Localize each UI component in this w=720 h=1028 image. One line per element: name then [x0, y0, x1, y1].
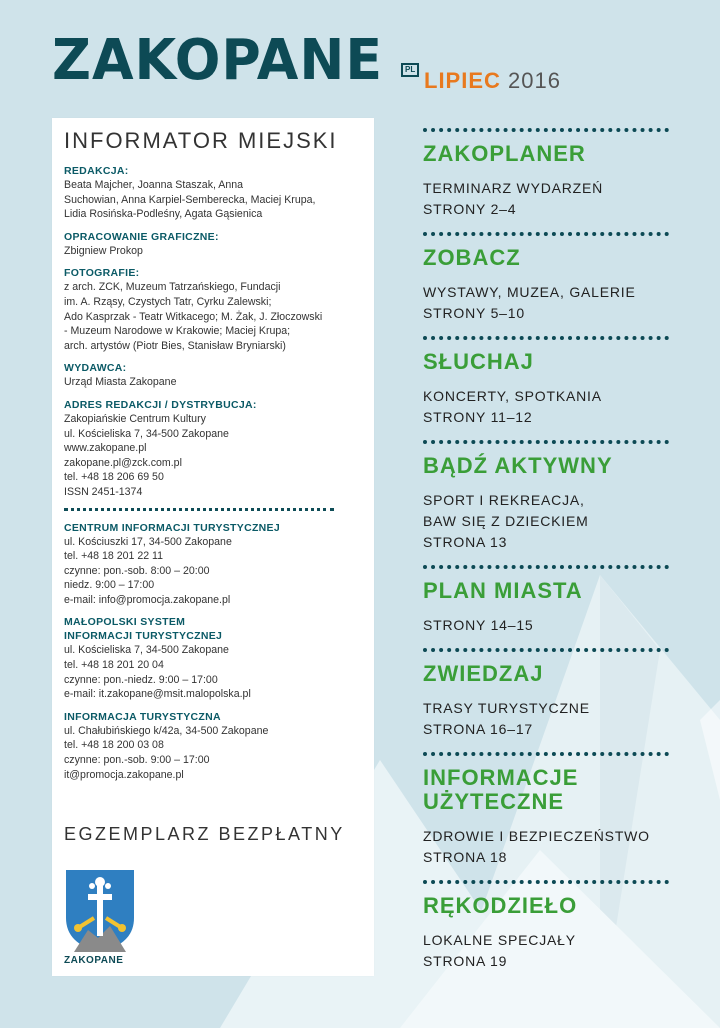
section-line: Beata Majcher, Joanna Staszak, Anna: [64, 179, 244, 191]
section-line: niedz. 9:00 – 17:00: [64, 579, 155, 592]
toc-description: STRONA 13: [423, 534, 508, 550]
card-body: [64, 164, 368, 790]
toc-title: ZOBACZ: [423, 245, 521, 270]
free-copy-label: EGZEMPLARZ BEZPŁATNY: [64, 824, 345, 844]
toc-title: RĘKODZIEŁO: [423, 893, 578, 918]
section-line: e-mail: info@promocja.zakopane.pl: [64, 593, 231, 606]
toc-dotted-divider: [423, 128, 669, 132]
toc-title: BĄDŹ AKTYWNY: [423, 453, 613, 478]
toc-entry: [423, 232, 669, 324]
info-section: [64, 398, 368, 500]
toc-title: ZWIEDZAJ: [423, 661, 544, 686]
section-line: Urząd Miasta Zakopane: [64, 376, 177, 389]
section-line: czynne: pon.-sob. 8:00 – 20:00: [64, 564, 210, 577]
section-heading: ADRES REDAKCJI / DYSTRYBUCJA:: [64, 398, 257, 411]
toc-title: INFORMACJE UŻYTECZNE: [423, 765, 579, 814]
info-section: [64, 164, 368, 222]
toc-entry: [423, 565, 669, 636]
section-line: tel. +48 18 206 69 50: [64, 471, 164, 484]
section-line: Zakopiańskie Centrum Kultury: [64, 412, 206, 425]
section-line: ul. Kościeliska 7, 34-500 Zakopane: [64, 644, 229, 657]
toc-description: LOKALNE SPECJAŁY: [423, 932, 576, 948]
zakopane-crest-icon: [64, 868, 136, 954]
table-of-contents: [423, 128, 669, 972]
section-heading: WYDAWCA:: [64, 362, 127, 375]
toc-description: STRONY 5–10: [423, 305, 525, 321]
section-line: ul. Kościuszki 17, 34-500 Zakopane: [64, 535, 232, 548]
credits-list: [64, 164, 368, 500]
info-card: [52, 118, 374, 976]
toc-entry: [423, 128, 669, 220]
toc-dotted-divider: [423, 880, 669, 884]
toc-description: TRASY TURYSTYCZNE: [423, 700, 590, 716]
toc-entry: [423, 752, 669, 868]
toc-description: KONCERTY, SPOTKANIA: [423, 388, 602, 404]
section-line: arch. artystów (Piotr Bies, Stanisław Bryniarski): [64, 339, 286, 352]
crest-caption: ZAKOPANE: [64, 955, 124, 966]
toc-description: BAW SIĘ Z DZIECKIEM: [423, 513, 589, 529]
info-section: [64, 361, 368, 390]
section-line: ul. Chałubińskiego k/42a, 34-500 Zakopane: [64, 724, 269, 737]
section-line: e-mail: it.zakopane@msit.malopolska.pl: [64, 688, 251, 701]
section-line: it@promocja.zakopane.pl: [64, 768, 184, 781]
section-line: Ado Kasprzak - Teatr Witkacego; M. Żak, J. Złoczowski: [64, 310, 323, 323]
section-line: czynne: pon.-niedz. 9:00 – 17:00: [64, 673, 218, 686]
toc-entry: [423, 648, 669, 740]
section-line: www.zakopane.pl: [64, 442, 147, 455]
toc-entry: [423, 336, 669, 428]
toc-dotted-divider: [423, 752, 669, 756]
toc-entry: [423, 880, 669, 972]
section-heading: REDAKCJA:: [64, 165, 129, 177]
toc-entry: [423, 440, 669, 553]
toc-title: ZAKOPLANER: [423, 141, 586, 166]
toc-description: STRONY 14–15: [423, 617, 534, 633]
zakopane-logo: [52, 28, 416, 93]
section-line: tel. +48 18 200 03 08: [64, 739, 164, 752]
toc-description: STRONY 2–4: [423, 201, 517, 217]
section-line: z arch. ZCK, Muzeum Tatrzańskiego, Fundacji: [64, 281, 281, 294]
toc-description: WYSTAWY, MUZEA, GALERIE: [423, 284, 636, 300]
section-heading: FOTOGRAFIE:: [64, 267, 140, 280]
section-heading: INFORMACJA TURYSTYCZNA: [64, 710, 221, 723]
toc-description: STRONY 11–12: [423, 409, 533, 425]
section-line: ISSN 2451-1374: [64, 485, 143, 498]
toc-dotted-divider: [423, 648, 669, 652]
toc-dotted-divider: [423, 232, 669, 236]
toc-dotted-divider: [423, 440, 669, 444]
section-line: tel. +48 18 201 22 11: [64, 550, 164, 563]
info-section: [64, 230, 368, 259]
toc-description: SPORT I REKREACJA,: [423, 492, 585, 508]
toc-dotted-divider: [423, 565, 669, 569]
toc-description: STRONA 16–17: [423, 721, 533, 737]
section-line: czynne: pon.-sob. 9:00 – 17:00: [64, 754, 210, 767]
card-title: INFORMATOR MIEJSKI: [64, 128, 338, 153]
toc-description: STRONA 18: [423, 849, 508, 865]
logo-pl-suffix: PL: [401, 63, 419, 77]
issue-month: LIPIEC: [424, 68, 501, 93]
section-line: zakopane.pl@zck.com.pl: [64, 456, 182, 469]
section-heading: OPRACOWANIE GRAFICZNE:: [64, 230, 219, 243]
toc-description: TERMINARZ WYDARZEŃ: [423, 180, 604, 196]
issue-date: [424, 68, 561, 94]
logo-wordmark: ZAKOPANE: [52, 28, 384, 93]
section-line: - Muzeum Narodowe w Krakowie; Maciej Krupa;: [64, 325, 291, 338]
toc-title: SŁUCHAJ: [423, 349, 534, 374]
section-heading: CENTRUM INFORMACJI TURYSTYCZNEJ: [64, 521, 280, 534]
toc-title: PLAN MIASTA: [423, 578, 583, 603]
info-section: [64, 615, 368, 701]
section-line: Zbigniew Prokop: [64, 244, 143, 257]
info-section: [64, 521, 368, 608]
dotted-divider: [64, 508, 334, 511]
section-line: Lidia Rosińska-Podleśny, Agata Gąsienica: [64, 208, 263, 221]
section-line: tel. +48 18 201 20 04: [64, 659, 164, 672]
section-line: im. A. Rząsy, Czystych Tatr, Cyrku Zalewski;: [64, 295, 272, 308]
issue-year: 2016: [508, 68, 561, 93]
section-heading: MAŁOPOLSKI SYSTEM INFORMACJI TURYSTYCZNEJ: [64, 616, 223, 643]
info-section: [64, 710, 368, 782]
section-line: ul. Kościeliska 7, 34-500 Zakopane: [64, 427, 229, 440]
toc-description: ZDROWIE I BEZPIECZEŃSTWO: [423, 828, 650, 844]
toc-description: STRONA 19: [423, 953, 508, 969]
toc-dotted-divider: [423, 336, 669, 340]
section-line: Suchowian, Anna Karpiel-Semberecka, Maciej Krupa,: [64, 193, 316, 206]
tourist-info-list: [64, 521, 368, 783]
info-section: [64, 266, 368, 353]
